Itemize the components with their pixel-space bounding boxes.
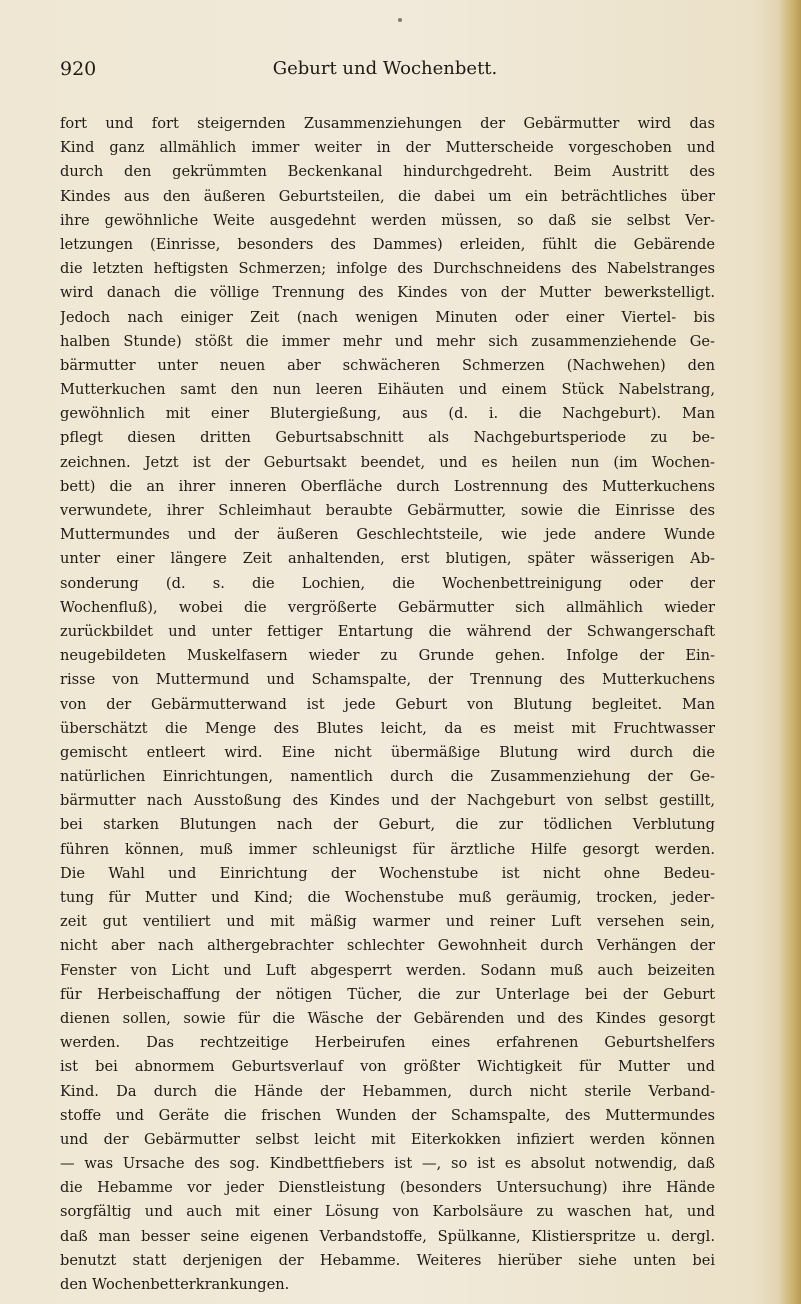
- text-line: Mutterkuchen samt den nun leeren Eihäuten und einem Stück Nabelstrang,: [60, 381, 715, 399]
- text-line: stoffe und Geräte die frischen Wunden der Schamspalte, des Muttermundes: [60, 1106, 715, 1124]
- text-line: Muttermundes und der äußeren Geschlechtsteile, wie jede andere Wunde: [60, 526, 715, 544]
- text-line: ist bei abnormem Geburtsverlauf von größter Wichtigkeit für Mutter und: [60, 1058, 715, 1076]
- text-line: verwundete, ihrer Schleimhaut beraubte Gebärmutter, sowie die Einrisse des: [60, 502, 715, 519]
- page-edge-shadow: [779, 0, 801, 1304]
- text-line: halben Stunde) stößt die immer mehr und mehr sich zusammenziehende Ge-: [60, 332, 715, 350]
- text-line: ihre gewöhnliche Weite ausgedehnt werden müssen, so daß sie selbst Ver-: [60, 211, 715, 229]
- text-line: zurückbildet und unter fettiger Entartung die während der Schwangerschaft: [60, 622, 715, 640]
- text-line: benutzt statt derjenigen der Hebamme. Weiteres hierüber siehe unten bei: [60, 1251, 715, 1269]
- text-line: gemischt entleert wird. Eine nicht übermäßige Blutung wird durch die: [60, 743, 715, 761]
- text-line: zeichnen. Jetzt ist der Geburtsakt beendet, und es heilen nun (im Wochen-: [60, 453, 715, 471]
- text-line: nicht aber nach althergebrachter schlechter Gewohnheit durch Verhängen der: [60, 937, 715, 955]
- text-line: wird danach die völlige Trennung des Kindes von der Mutter bewerkstelligt.: [60, 284, 715, 302]
- text-line: Wochenfluß), wobei die vergrößerte Gebärmutter sich allmählich wieder: [60, 598, 715, 616]
- text-line: — was Ursache des sog. Kindbettfiebers ist —, so ist es absolut notwendig, daß: [60, 1155, 715, 1173]
- text-line: sorgfältig und auch mit einer Lösung von Karbolsäure zu waschen hat, und: [60, 1203, 715, 1221]
- text-line: fort und fort steigernden Zusammenziehungen der Gebärmutter wird das: [60, 115, 715, 132]
- text-line: für Herbeischaffung der nötigen Tücher, die zur Unterlage bei der Geburt: [60, 985, 715, 1003]
- text-line: pflegt diesen dritten Geburtsabschnitt als Nachgeburtsperiode zu be-: [60, 429, 715, 447]
- text-line: bei starken Blutungen nach der Geburt, die zur tödlichen Verblutung: [60, 816, 715, 834]
- text-line: durch den gekrümmten Beckenkanal hindurchgedreht. Beim Austritt des: [60, 163, 715, 181]
- text-line: Jedoch nach einiger Zeit (nach wenigen Minuten oder einer Viertel- bis: [60, 308, 715, 326]
- text-line: von der Gebärmutterwand ist jede Geburt von Blutung begleitet. Man: [60, 695, 715, 713]
- running-title: Geburt und Wochenbett.: [272, 58, 498, 79]
- text-line: risse von Muttermund und Schamspalte, der Trennung des Mutterkuchens: [60, 671, 715, 689]
- text-line: überschätzt die Menge des Blutes leicht, da es meist mit Fruchtwasser: [60, 719, 715, 737]
- text-line: gewöhnlich mit einer Blutergießung, aus (d. i. die Nachgeburt). Man: [60, 405, 715, 423]
- text-line: werden. Das rechtzeitige Herbeirufen eines erfahrenen Geburtshelfers: [60, 1034, 715, 1052]
- text-line: Kindes aus den äußeren Geburtsteilen, die dabei um ein beträchtliches über: [60, 187, 715, 205]
- text-line: daß man besser seine eigenen Verbandstoffe, Spülkanne, Klistierspritze u. dergl.: [60, 1227, 715, 1245]
- body-text: [60, 112, 715, 1297]
- text-line: die letzten heftigsten Schmerzen; infolge des Durchschneidens des Nabelstranges: [60, 260, 715, 278]
- page-number: 920: [60, 58, 97, 80]
- text-line: führen können, muß immer schleunigst für ärztliche Hilfe gesorgt werden.: [60, 840, 715, 858]
- text-line: Fenster von Licht und Luft abgesperrt werden. Sodann muß auch beizeiten: [60, 961, 715, 979]
- text-line: neugebildeten Muskelfasern wieder zu Grunde gehen. Infolge der Ein-: [60, 647, 715, 665]
- text-line: Kind. Da durch die Hände der Hebammen, durch nicht sterile Verband-: [60, 1082, 715, 1100]
- text-line: letzungen (Einrisse, besonders des Dammes) erleiden, fühlt die Gebärende: [60, 235, 715, 253]
- text-line: und der Gebärmutter selbst leicht mit Eiterkokken infiziert werden können: [60, 1130, 715, 1148]
- page-header: [60, 58, 710, 88]
- text-line: Die Wahl und Einrichtung der Wochenstube ist nicht ohne Bedeu-: [60, 864, 715, 882]
- text-line: bärmutter nach Ausstoßung des Kindes und der Nachgeburt von selbst gestillt,: [60, 792, 715, 810]
- text-line: bett) die an ihrer inneren Oberfläche durch Lostrennung des Mutterkuchens: [60, 477, 715, 495]
- text-line: zeit gut ventiliert und mit mäßig warmer und reiner Luft versehen sein,: [60, 913, 715, 931]
- paper-spot: [398, 18, 402, 22]
- text-line: unter einer längere Zeit anhaltenden, erst blutigen, später wässerigen Ab-: [60, 550, 715, 568]
- text-line: den Wochenbetterkrankungen.: [60, 1276, 290, 1293]
- text-line: dienen sollen, sowie für die Wäsche der Gebärenden und des Kindes gesorgt: [60, 1009, 715, 1027]
- text-line: sonderung (d. s. die Lochien, die Wochenbettreinigung oder der: [60, 574, 715, 592]
- text-line: bärmutter unter neuen aber schwächeren Schmerzen (Nachwehen) den: [60, 356, 715, 374]
- text-line: die Hebamme vor jeder Dienstleistung (besonders Untersuchung) ihre Hände: [60, 1179, 715, 1197]
- text-line: natürlichen Einrichtungen, namentlich durch die Zusammenziehung der Ge-: [60, 768, 715, 786]
- text-line: Kind ganz allmählich immer weiter in der Mutterscheide vorgeschoben und: [60, 139, 715, 157]
- text-line: tung für Mutter und Kind; die Wochenstube muß geräumig, trocken, jeder-: [60, 889, 715, 906]
